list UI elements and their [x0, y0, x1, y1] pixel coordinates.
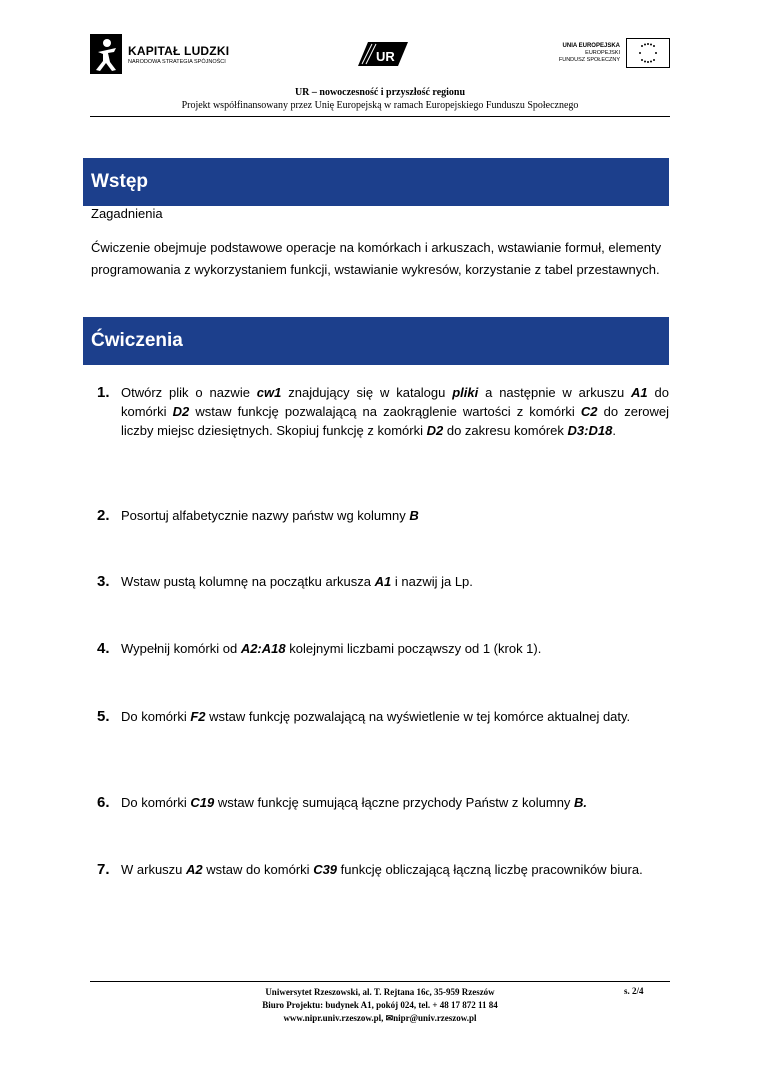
task-2: [97, 506, 669, 525]
logo-title: KAPITAŁ LUDZKI: [128, 43, 230, 58]
website-link[interactable]: www.nipr.univ.rzeszow.pl,: [283, 1013, 386, 1023]
header-divider: [90, 116, 670, 117]
eu-line3: FUNDUSZ SPOŁECZNY: [558, 56, 620, 63]
task-number: 7.: [97, 861, 110, 878]
footer-office: Biuro Projektu: budynek A1, pokój 024, tel. + 48 17 872 11 84: [262, 1000, 498, 1010]
page-number: s. 2/4: [624, 986, 644, 996]
eu-flag-icon: [626, 38, 670, 68]
task-number: 5.: [97, 708, 110, 725]
task-text: Wstaw pustą kolumnę na początku arkusza A1 i nazwij ja Lp.: [121, 574, 473, 589]
task-6: [97, 793, 669, 812]
eu-line2: EUROPEJSKI: [585, 49, 620, 56]
ur-logo: [358, 40, 408, 73]
eu-line1: UNIA EUROPEJSKA: [562, 42, 620, 49]
intro-paragraph: Ćwiczenie obejmuje podstawowe operacje na komórkach i arkuszach, wstawianie formuł, elementy programowania z wykorzystaniem funkcji, wstawianie wykresów, korzystanie z tabel przestawnych.: [91, 240, 662, 277]
task-number: 4.: [97, 640, 110, 657]
task-5: [97, 707, 669, 726]
task-7: [97, 860, 669, 879]
intro-heading: Wstęp: [83, 158, 669, 206]
header-subtitle: Projekt współfinansowany przez Unię Europejską w ramach Europejskiego Funduszu Społecznego: [181, 100, 579, 111]
header-title: UR – nowoczesność i przyszłość regionu: [294, 87, 466, 98]
eu-logo: [559, 38, 670, 68]
task-text: Do komórki F2 wstaw funkcję pozwalającą na wyświetlenie w tej komórce aktualnej daty.: [121, 709, 631, 724]
task-number: 1.: [97, 384, 110, 401]
email-link[interactable]: nipr@univ.rzeszow.pl: [393, 1013, 477, 1023]
task-4: [97, 639, 669, 658]
human-figure-icon: [90, 34, 122, 74]
exercises-heading: Ćwiczenia: [83, 317, 669, 365]
task-number: 3.: [97, 573, 110, 590]
task-1: [97, 383, 669, 440]
task-text: Do komórki C19 wstaw funkcję sumującą łączne przychody Państw z kolumny B.: [121, 795, 588, 810]
page-header: [90, 30, 670, 120]
envelope-icon: ✉: [385, 1013, 394, 1023]
logo-subtitle: NARODOWA STRATEGIA SPÓJNOŚCI: [128, 58, 226, 65]
footer-divider: [90, 981, 670, 982]
task-text: Wypełnij komórki od A2:A18 kolejnymi liczbami począwszy od 1 (krok 1).: [121, 641, 542, 656]
task-text: Otwórz plik o nazwie cw1 znajdujący się w katalogu pliki a następnie w arkuszu A1 do komórki D2 wstaw funkcję pozwalającą na zaokrąglenie wartości z komórki C2 do zerowej liczby miejsc dziesiętnych. Skopiuj funkcję z komórki D2 do zakresu komórek D3:D18.: [121, 385, 670, 438]
task-text: W arkuszu A2 wstaw do komórki C39 funkcję obliczającą łączną liczbę pracowników biura.: [121, 862, 643, 877]
task-number: 2.: [97, 507, 110, 524]
footer-address: Uniwersytet Rzeszowski, al. T. Rejtana 16c, 35-959 Rzeszów: [265, 987, 495, 997]
topics-label: Zagadnienia: [91, 206, 163, 221]
kapital-ludzki-logo: [90, 34, 229, 74]
ur-logo-text: UR: [376, 49, 395, 64]
task-text: Posortuj alfabetycznie nazwy państw wg kolumny B: [121, 508, 419, 523]
task-3: [97, 572, 669, 591]
footer-contact: [90, 1012, 670, 1025]
page-footer: [90, 986, 670, 1025]
task-number: 6.: [97, 794, 110, 811]
